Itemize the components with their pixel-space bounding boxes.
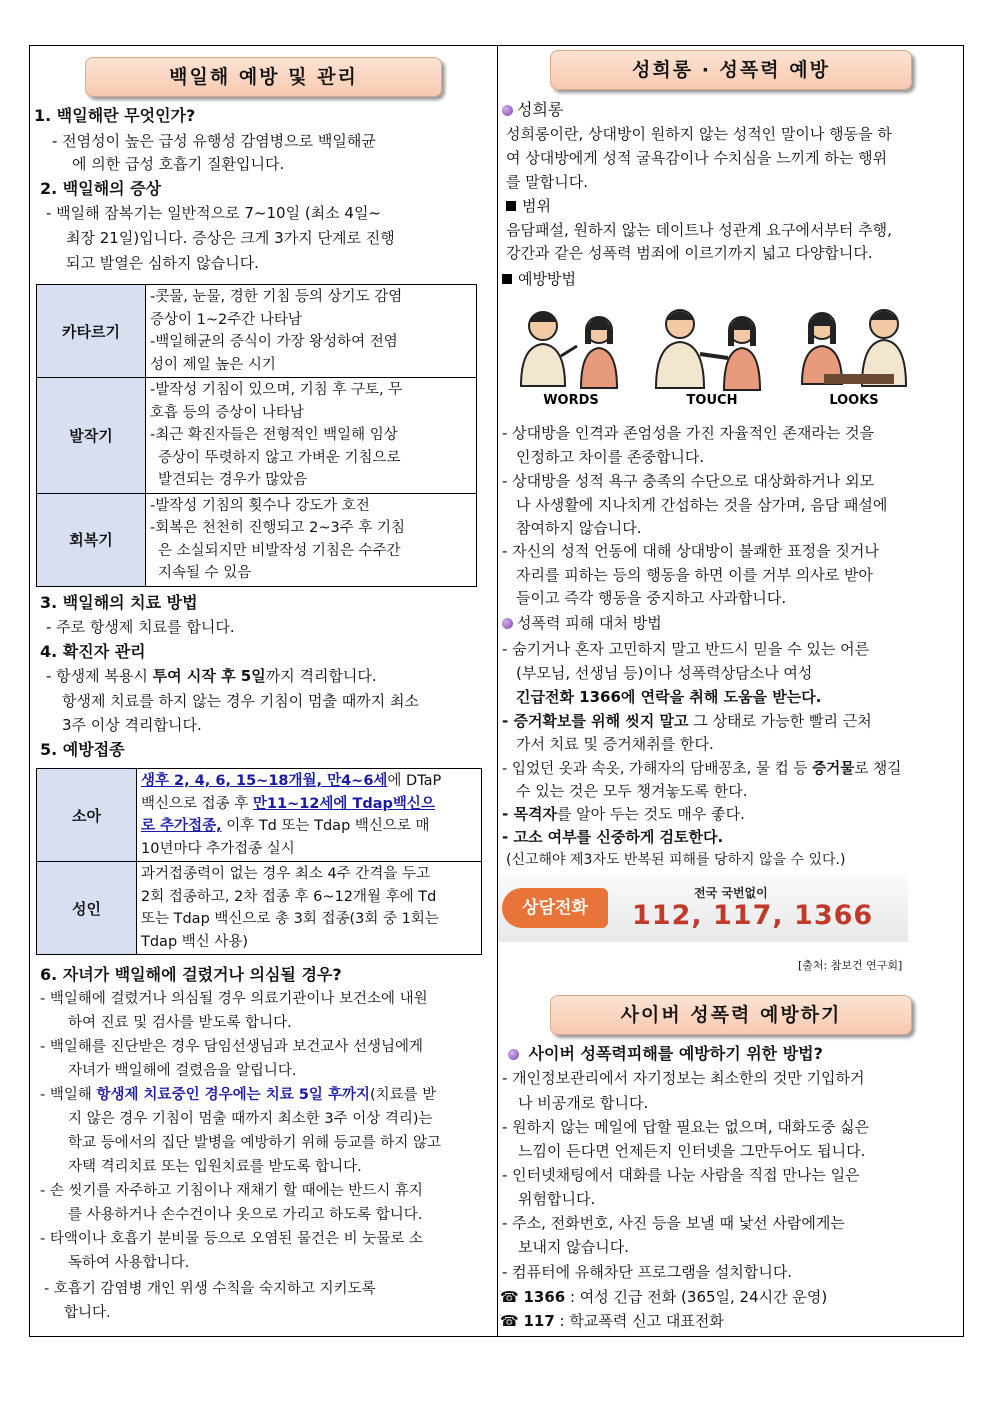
cyber-line: 느낌이 든다면 언제든지 인터넷을 그만두어도 됩니다. <box>518 1142 866 1160</box>
prevent-title-text: 예방방법 <box>518 270 576 288</box>
s2-line: - 백일해 잠복기는 일반적으로 7~10일 (최소 4일~ <box>46 204 382 222</box>
pertussis-banner: 백일해 예방 및 관리 <box>85 57 442 97</box>
vacc-line <box>141 770 477 793</box>
s6-line: 자택 격리치료 또는 입원치료를 받도록 합니다. <box>68 1159 362 1175</box>
victim-emphasis: - 증거확보를 위해 씻지 말고 <box>502 712 689 730</box>
vacc-line: 2회 접종하고, 2차 접종 후 6~12개월 후에 Td <box>141 888 437 905</box>
s3-line: - 주로 항생제 치료를 합니다. <box>46 618 235 636</box>
scope-line: 강간과 같은 성폭력 범죄에 이르기까지 넓고 다양합니다. <box>506 244 873 262</box>
vacc-label: 소아 <box>37 769 137 862</box>
s6-line <box>40 1084 436 1107</box>
looks-illustration <box>784 296 924 410</box>
stage-desc <box>146 378 477 494</box>
hotline-badge: 상담전화 <box>502 888 608 928</box>
touch-illustration <box>642 296 782 410</box>
s4-emphasis: 투여 시작 후 5일 <box>152 667 266 685</box>
s4-line: 항생제 치료를 하지 않는 경우 기침이 멈출 때까지 최소 <box>62 692 419 710</box>
victim-line <box>502 757 901 780</box>
harass-title-text: 성희롱 <box>517 100 564 119</box>
s6-line: 하여 진료 및 검사를 받도록 합니다. <box>68 1015 292 1031</box>
stage-line: 성이 제일 높은 시기 <box>150 356 276 373</box>
victim-line <box>502 803 745 826</box>
s6-line: 합니다. <box>64 1305 111 1321</box>
stage-line: 발견되는 경우가 많았음 <box>158 472 308 488</box>
vacc-highlight: 로 추가접종, <box>141 818 222 834</box>
s6-line: 자녀가 백일해에 걸렸음을 알립니다. <box>68 1063 297 1079</box>
stage-line: -백일해균의 증식이 가장 왕성하여 전염 <box>150 334 398 350</box>
harass-title <box>502 98 563 121</box>
cyber-line: 나 비공개로 합니다. <box>518 1094 649 1112</box>
s6-line: - 백일해를 진단받은 경우 담임선생님과 보건교사 선생님에게 <box>40 1039 424 1055</box>
scope-title-text: 범위 <box>522 197 551 215</box>
victim-line: (부모님, 선생님 등)이나 성폭력상담소나 여성 <box>516 664 813 682</box>
vacc-text: 이후 Td 또는 Tdap 백신으로 매 <box>221 818 430 834</box>
phone-icon: ☎ <box>500 1312 519 1330</box>
vacc-highlight: 생후 2, 4, 6, 15~18개월, 만4~6세 <box>141 773 388 789</box>
cyber-line: - 개인정보관리에서 자기정보는 최소한의 것만 기입하거 <box>502 1069 865 1087</box>
bullet-icon <box>502 105 513 116</box>
s4-text: - 항생제 복용시 <box>46 667 153 685</box>
s6-highlight: 항생제 치료중인 경우에는 치료 5일 후까지 <box>96 1087 370 1103</box>
s4-title: 4. 확진자 관리 <box>40 642 146 661</box>
stage-desc <box>146 285 477 378</box>
s1-line: - 전염성이 높은 급성 유행성 감염병으로 백일해균 <box>52 132 376 150</box>
vacc-line: Tdap 백신 사용) <box>141 933 249 950</box>
victim-text: 로 챙길 <box>854 760 902 777</box>
victim-text: 그 상태로 가능한 빨리 근처 <box>688 712 872 730</box>
phone-number: 117 <box>523 1312 555 1330</box>
victim-title <box>502 612 662 635</box>
prevent-line: - 상대방을 성적 욕구 충족의 수단으로 대상화하거나 외모 <box>502 472 875 490</box>
s4-text: 까지 격리합니다. <box>265 667 377 685</box>
stage-name: 카타르기 <box>37 285 146 378</box>
source-note: [출처: 참보건 연구회] <box>798 959 903 972</box>
s1-title: 1. 백일해란 무엇인가? <box>34 106 196 125</box>
left-column <box>30 46 496 1336</box>
s6-line: - 호흡기 감염병 개인 위생 수칙을 숙지하고 지키도록 <box>44 1281 376 1297</box>
stage-row <box>37 285 477 378</box>
victim-title-text: 성폭력 피해 대처 방법 <box>517 614 662 632</box>
s6-text: - 백일해 <box>40 1087 97 1103</box>
vacc-line <box>141 793 477 816</box>
s2-title: 2. 백일해의 증상 <box>40 179 162 198</box>
cyber-line: - 주소, 전화번호, 사진 등을 보낼 때 낯선 사람에게는 <box>502 1214 845 1232</box>
harass-line: 여 상대방에게 성적 굴욕감이나 수치심을 느끼게 하는 행위 <box>506 149 888 167</box>
stage-name: 회복기 <box>37 493 146 586</box>
victim-line: 긴급전화 1366에 연락을 취해 도움을 받는다. <box>516 688 822 706</box>
stage-line: 증상이 1~2주간 나타남 <box>150 311 302 328</box>
victim-emphasis: - 목격자 <box>502 805 557 823</box>
vacc-text: 에 DTaP <box>387 773 442 789</box>
s6-text: (치료를 받 <box>369 1087 437 1103</box>
hotline-sub: 전국 국번없이 <box>694 886 768 900</box>
s6-line: 학교 등에서의 집단 발병을 예방하기 위해 등교를 하지 않고 <box>68 1135 442 1151</box>
victim-text: - 입었던 옷과 속옷, 가해자의 담배꽁초, 물 컵 등 <box>502 760 813 777</box>
s6-title: 6. 자녀가 백일해에 걸렸거나 의심될 경우? <box>40 965 342 984</box>
scope-line: 음담패설, 원하지 않는 데이트나 성관계 요구에서부터 추행, <box>506 221 892 239</box>
prevent-line: 인정하고 차이를 존중합니다. <box>516 448 705 466</box>
cyber-line: 위험합니다. <box>518 1190 596 1208</box>
stage-line: 호흡 등의 증상이 나타남 <box>150 404 304 421</box>
s2-line: 되고 발열은 심하지 않습니다. <box>66 254 259 272</box>
s6-line: - 백일해에 걸렸거나 의심될 경우 의료기관이나 보건소에 내원 <box>40 991 428 1007</box>
looks-icon <box>784 296 924 410</box>
words-icon <box>501 296 641 410</box>
prevent-line: 나 사생활에 지나치게 간섭하는 것을 삼가며, 음담 패설에 <box>516 496 888 514</box>
scope-title <box>506 195 551 218</box>
phone-icon: ☎ <box>500 1288 519 1306</box>
cyber-title <box>508 1042 823 1065</box>
vacc-text: 백신으로 접종 후 <box>141 795 253 812</box>
s6-line: 지 않은 경우 기침이 멈출 때까지 최소한 3주 이상 격리)는 <box>68 1111 433 1127</box>
prevent-line: 자리를 피하는 등의 행동을 하면 이를 거부 의사로 받아 <box>516 566 873 584</box>
victim-line <box>502 710 872 733</box>
square-bullet-icon <box>502 274 512 284</box>
cyber-banner: 사이버 성폭력 예방하기 <box>550 995 912 1035</box>
illus-label: TOUCH <box>686 393 738 408</box>
stage-line: -발작성 기침의 횟수나 강도가 호전 <box>150 497 370 514</box>
stage-line: 지속될 수 있음 <box>158 565 252 581</box>
victim-note: (신고해야 제3자도 반복된 피해를 당하지 않을 수 있다.) <box>506 852 846 868</box>
stage-line: -콧물, 눈물, 경한 기침 등의 상기도 감염 <box>150 289 403 305</box>
stage-desc <box>146 493 477 586</box>
vacc-row <box>37 862 482 955</box>
stage-line: -최근 확진자들은 전형적인 백일해 임상 <box>150 427 398 443</box>
s3-title: 3. 백일해의 치료 방법 <box>40 593 198 612</box>
vacc-desc <box>137 862 482 955</box>
s6-line: 독하여 사용합니다. <box>68 1255 190 1271</box>
victim-line: - 숨기거나 혼자 고민하지 말고 반드시 믿을 수 있는 어른 <box>502 640 870 658</box>
s2-line: 최장 21일)입니다. 증상은 크게 3가지 단계로 진행 <box>66 229 395 247</box>
prevent-line: - 자신의 성적 언동에 대해 상대방이 불쾌한 표정을 짓거나 <box>502 542 879 560</box>
vacc-line <box>141 815 477 838</box>
illus-label: LOOKS <box>829 393 879 408</box>
s6-line: - 손 씻기를 자주하고 기침이나 재채기 할 때에는 반드시 휴지 <box>40 1183 423 1199</box>
bullet-icon <box>502 618 513 629</box>
stage-name: 발작기 <box>37 378 146 494</box>
cyber-title-text: 사이버 성폭력피해를 예방하기 위한 방법? <box>528 1044 823 1063</box>
cyber-line: - 원하지 않는 메일에 답할 필요는 없으며, 대화도중 싫은 <box>502 1118 870 1136</box>
phone-desc: : 학교폭력 신고 대표전화 <box>554 1312 724 1330</box>
s1-line: 에 의한 급성 호흡기 질환입니다. <box>72 155 285 173</box>
cyber-line: - 인터넷채팅에서 대화를 나눈 사람을 직접 만나는 일은 <box>502 1166 860 1184</box>
vacc-desc <box>137 769 482 862</box>
illus-label: WORDS <box>543 393 599 408</box>
vacc-label: 성인 <box>37 862 137 955</box>
stage-line: 은 소실되지만 비발작성 기침은 수주간 <box>158 542 401 559</box>
cyber-line: - 컴퓨터에 유해차단 프로그램을 설치합니다. <box>502 1263 793 1281</box>
touch-icon <box>642 296 782 410</box>
s5-title: 5. 예방접종 <box>40 740 125 759</box>
phone-line-117 <box>500 1310 724 1333</box>
stage-row <box>37 378 477 494</box>
square-bullet-icon <box>506 201 516 211</box>
prevent-line: 참여하지 않습니다. <box>516 519 642 537</box>
s6-line: 를 사용하거나 손수건이나 옷으로 가리고 하도록 합니다. <box>68 1207 423 1223</box>
stage-line: -발작성 기침이 있으며, 기침 후 구토, 무 <box>150 382 403 398</box>
vaccination-table <box>36 768 482 955</box>
stage-line: 증상이 뚜렷하지 않고 가벼운 기침으로 <box>158 449 401 466</box>
vacc-highlight: 만11~12세에 Tdap백신으 <box>252 795 435 812</box>
s4-line <box>46 665 377 688</box>
prevent-title <box>502 268 576 291</box>
victim-line: - 고소 여부를 신중하게 검토한다. <box>502 828 724 846</box>
harass-line: 성희롱이란, 상대방이 원하지 않는 성적인 말이나 행동을 하 <box>506 125 892 143</box>
symptom-table <box>36 284 477 587</box>
victim-line: 수 있는 것은 모두 챙겨놓도록 한다. <box>516 782 748 800</box>
phone-line-1366 <box>500 1286 827 1309</box>
bullet-icon <box>508 1049 519 1060</box>
stage-row <box>37 493 477 586</box>
victim-emphasis: 증거물 <box>812 760 855 777</box>
phone-number: 1366 <box>523 1288 566 1306</box>
words-illustration <box>501 296 641 410</box>
vacc-line: 10년마다 추가접종 실시 <box>141 840 295 857</box>
phone-desc: : 여성 긴급 전화 (365일, 24시간 운영) <box>565 1288 828 1306</box>
vacc-line: 또는 Tdap 백신으로 총 3회 접종(3회 중 1회는 <box>141 911 439 927</box>
victim-line: 가서 치료 및 증거채취를 한다. <box>516 735 714 753</box>
vacc-row <box>37 769 482 862</box>
hotline-numbers: 112, 117, 1366 <box>632 900 874 931</box>
s4-line: 3주 이상 격리합니다. <box>62 716 202 734</box>
stage-line: -회복은 천천히 진행되고 2~3주 후 기침 <box>150 520 405 536</box>
harass-line: 를 말합니다. <box>506 173 588 191</box>
vacc-line: 과거접종력이 없는 경우 최소 4주 간격을 두고 <box>141 866 431 882</box>
victim-text: 를 알아 두는 것도 매우 좋다. <box>556 805 745 823</box>
cyber-line: 보내지 않습니다. <box>518 1238 629 1256</box>
s6-line: - 타액이나 호흡기 분비물 등으로 오염된 물건은 비 눗물로 소 <box>40 1231 423 1247</box>
right-column <box>498 46 963 1336</box>
hotline-banner <box>498 874 908 942</box>
prevent-line: 들이고 즉각 행동을 중지하고 사과합니다. <box>516 589 787 607</box>
harassment-banner: 성희롱 · 성폭력 예방 <box>550 50 912 90</box>
prevent-line: - 상대방을 인격과 존엄성을 가진 자율적인 존재라는 것을 <box>502 424 875 442</box>
